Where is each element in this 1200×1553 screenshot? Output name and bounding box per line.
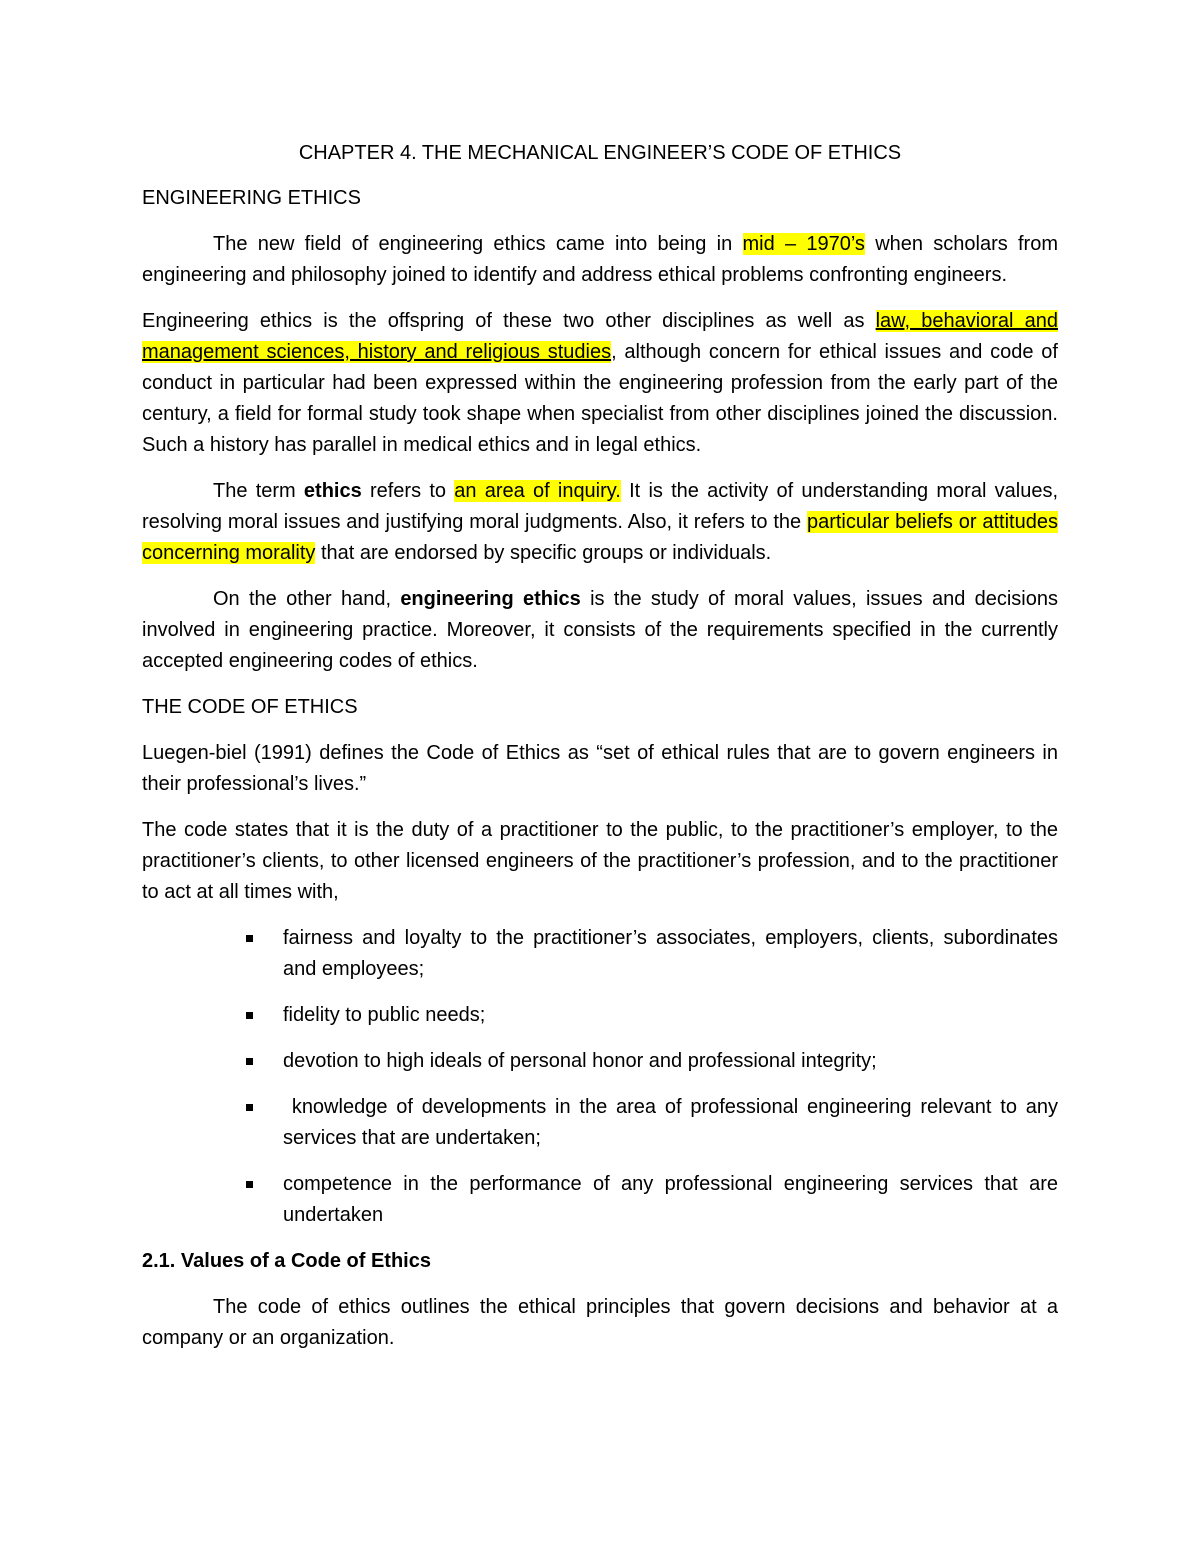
list-item-text: knowledge of developments in the area of professional engineering relevant to any services that are undertaken;: [283, 1096, 1064, 1149]
paragraph-term-ethics: [142, 476, 1058, 569]
square-bullet-icon: [246, 1012, 253, 1019]
paragraph-engineering-ethics-1: [142, 229, 1058, 291]
document-body: [142, 138, 1064, 1369]
bold-term-ethics: ethics: [303, 480, 362, 502]
text-run: The term: [213, 480, 304, 502]
square-bullet-icon: [246, 1104, 253, 1111]
highlighted-text: an area of inquiry.: [454, 480, 621, 502]
paragraph-code-duty: The code states that it is the duty of a practitioner to the public, to the practitioner’s employer, to the practitioner’s clients, to other licensed engineers of the practitioner’s profession, and to the practitioner to act at all times with,: [142, 819, 1058, 903]
list-item: [142, 923, 1058, 985]
list-item: [142, 1169, 1058, 1231]
paragraph-engineering-ethics-2: [142, 306, 1058, 461]
paragraph-code-definition: Luegen-biel (1991) defines the Code of Ethics as “set of ethical rules that are to govern engineers in their professional’s lives.”: [142, 742, 1058, 795]
text-run: It is the activity of understanding moral values, resolving moral issues and justifying moral judgments. Also, it refers to the: [142, 480, 1059, 533]
list-item-text: competence in the performance of any professional engineering services that are undertaken: [283, 1173, 1058, 1226]
paragraph-values: The code of ethics outlines the ethical principles that govern decisions and behavior at a company or an organization.: [142, 1296, 1058, 1349]
text-run: Engineering ethics is the offspring of these two other disciplines as well as: [142, 310, 876, 332]
text-run: is the study of moral values, issues and decisions involved in engineering practice. Moreover, it consists of the requirements specified in the currently accepted engineering codes of ethics.: [142, 588, 1058, 672]
duty-bullet-list: [142, 923, 1064, 1231]
section-heading-values: 2.1. Values of a Code of Ethics: [142, 1250, 431, 1272]
square-bullet-icon: [246, 935, 253, 942]
square-bullet-icon: [246, 1058, 253, 1065]
square-bullet-icon: [246, 1181, 253, 1188]
highlighted-text: particular beliefs or attitudes concerning morality: [142, 511, 1058, 564]
list-item-text: fidelity to public needs;: [283, 1004, 486, 1026]
text-run: that are endorsed by specific groups or individuals.: [315, 542, 772, 564]
paragraph-engineering-ethics-definition: [142, 584, 1058, 677]
text-run: The new field of engineering ethics came into being in: [213, 233, 743, 255]
highlighted-text: mid – 1970’s: [742, 233, 865, 255]
text-run: refers to: [361, 480, 455, 502]
highlighted-underlined-text: law, behavioral and management sciences, history and religious studies: [142, 310, 1058, 363]
list-item: [142, 1092, 1064, 1154]
list-item-text: devotion to high ideals of personal honor and professional integrity;: [283, 1050, 877, 1072]
list-item: [142, 1000, 1058, 1031]
list-item-text: fairness and loyalty to the practitioner’s associates, employers, clients, subordinates and employees;: [283, 927, 1058, 980]
text-run: , although concern for ethical issues and code of conduct in particular had been expressed within the engineering profession from the early part of the century, a field for formal study took shape when specialist from other disciplines joined the discussion. Such a history has parallel in medical ethics and in legal ethics.: [142, 341, 1058, 456]
chapter-title: CHAPTER 4. THE MECHANICAL ENGINEER’S CODE OF ETHICS: [298, 142, 902, 164]
list-item: [142, 1046, 1058, 1077]
section-heading-code-of-ethics: THE CODE OF ETHICS: [142, 696, 358, 718]
text-run: when scholars from engineering and philosophy joined to identify and address ethical problems confronting engineers.: [142, 233, 1058, 286]
bold-term-engineering-ethics: engineering ethics: [400, 588, 581, 610]
text-run: On the other hand,: [213, 588, 401, 610]
section-heading-engineering-ethics: ENGINEERING ETHICS: [142, 187, 361, 209]
